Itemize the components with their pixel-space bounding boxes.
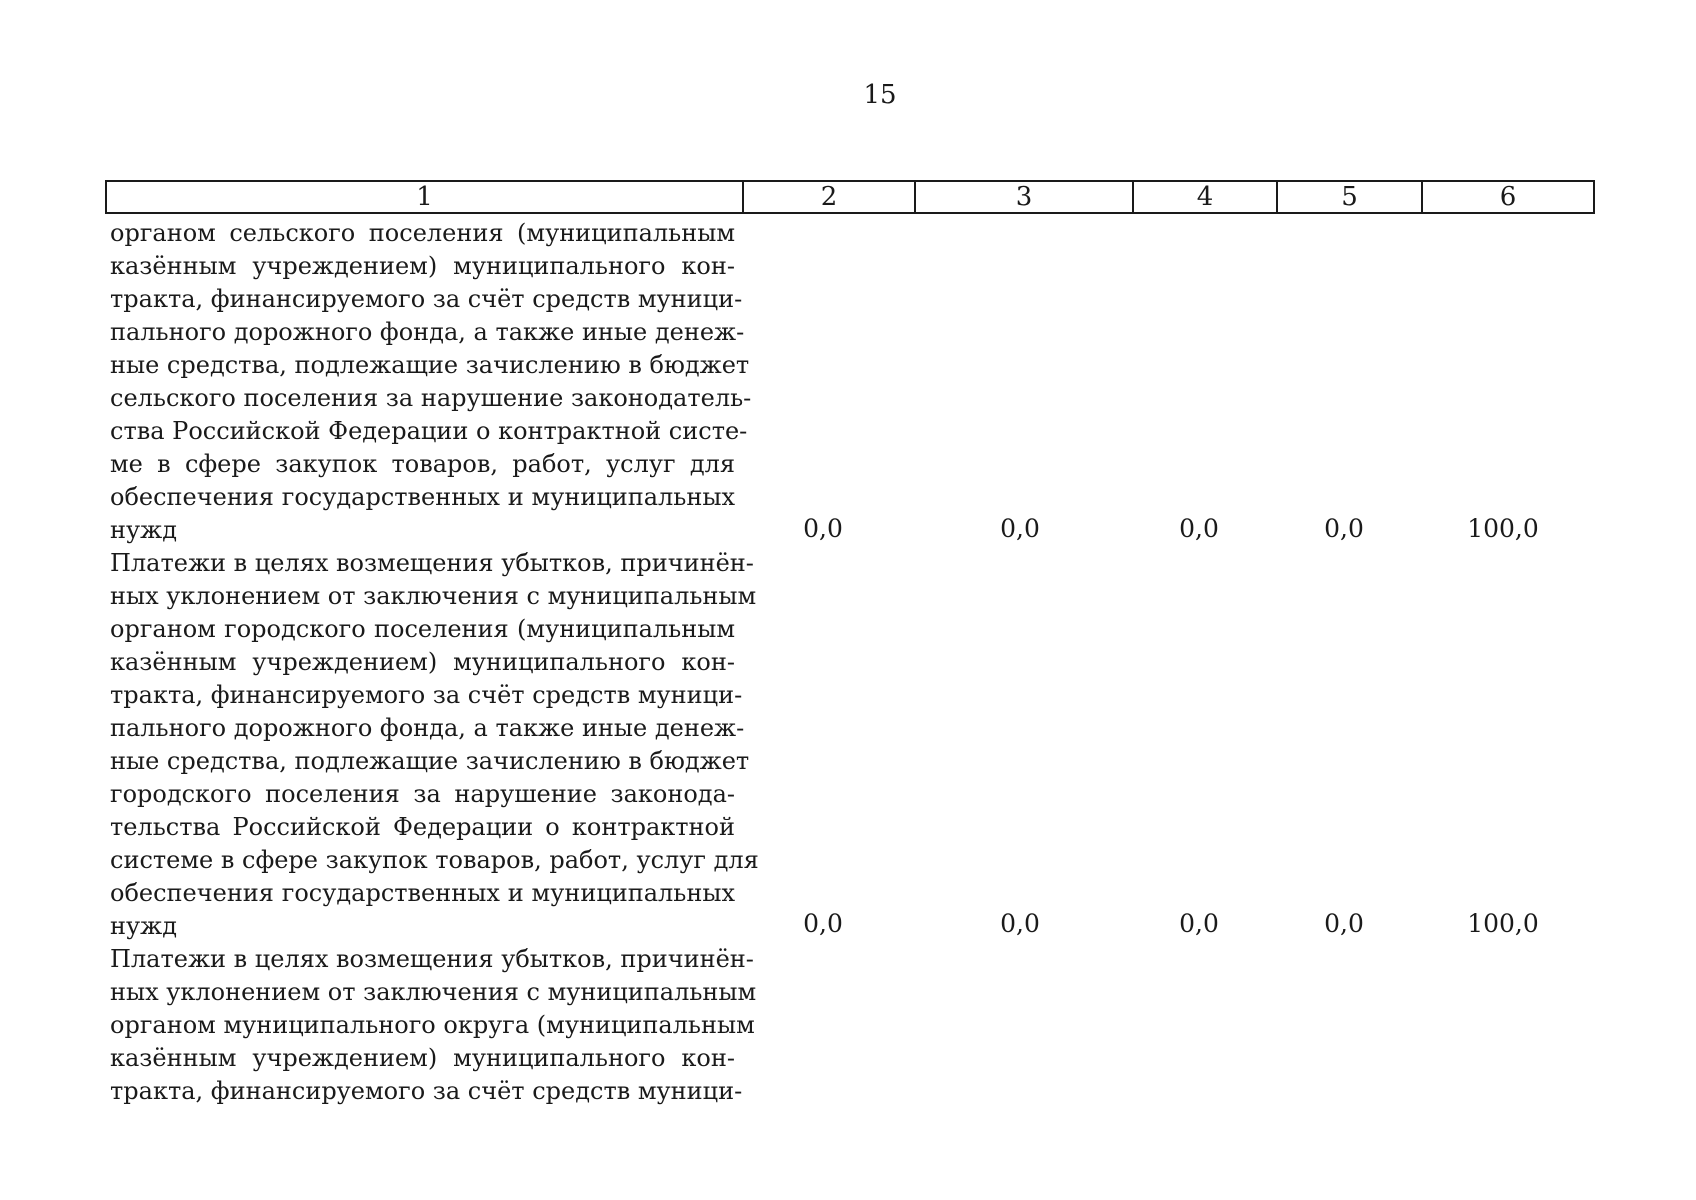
text-line: обеспечения государственных и муниципальных	[110, 483, 735, 511]
value-col-2: 0,0	[803, 909, 843, 938]
header-cell-2: 2	[744, 182, 916, 212]
header-cell-3: 3	[916, 182, 1134, 212]
text-line: тракта, финансируемого за счёт средств муници-	[110, 1077, 743, 1105]
value-col-3: 0,0	[1000, 909, 1040, 938]
text-line: тракта, финансируемого за счёт средств муници-	[110, 285, 743, 313]
text-line: нужд	[110, 912, 177, 940]
text-line: нужд	[110, 516, 177, 544]
page-number: 15	[863, 80, 897, 110]
header-cell-5: 5	[1278, 182, 1423, 212]
value-col-2: 0,0	[803, 514, 843, 543]
text-line: Платежи в целях возмещения убытков, причинён-	[110, 945, 754, 973]
header-cell-1: 1	[107, 182, 744, 212]
table-header-row	[105, 180, 1595, 214]
text-line: системе в сфере закупок товаров, работ, услуг для	[110, 846, 759, 874]
header-cell-6: 6	[1499, 182, 1517, 212]
text-line: пального дорожного фонда, а также иные денеж-	[110, 318, 745, 346]
header-cell-4: 4	[1134, 182, 1278, 212]
text-line: ных уклонением от заключения с муниципальным	[110, 978, 757, 1006]
value-col-6: 100,0	[1467, 514, 1539, 543]
row-1-values	[0, 514, 1696, 548]
row-2-values	[0, 909, 1696, 943]
value-col-5: 0,0	[1324, 514, 1364, 543]
text-line: казённым учреждением) муниципального кон-	[110, 648, 735, 676]
text-line: органом сельского поселения (муниципальным	[110, 219, 735, 247]
text-line: казённым учреждением) муниципального кон-	[110, 1044, 735, 1072]
text-line: ме в сфере закупок товаров, работ, услуг для	[110, 450, 735, 478]
text-line: ства Российской Федерации о контрактной систе-	[110, 417, 748, 445]
text-line: ные средства, подлежащие зачислению в бюджет	[110, 747, 750, 775]
text-line: городского поселения за нарушение законода-	[110, 780, 735, 808]
text-line: тельства Российской Федерации о контрактной	[110, 813, 735, 841]
value-col-3: 0,0	[1000, 514, 1040, 543]
text-line: ных уклонением от заключения с муниципальным	[110, 582, 757, 610]
text-line: органом муниципального округа (муниципальным	[110, 1011, 755, 1039]
row-1-description	[110, 217, 752, 547]
text-line: ные средства, подлежащие зачислению в бюджет	[110, 351, 750, 379]
text-line: Платежи в целях возмещения убытков, причинён-	[110, 549, 754, 577]
value-col-6: 100,0	[1467, 909, 1539, 938]
text-line: пального дорожного фонда, а также иные денеж-	[110, 714, 745, 742]
value-col-4: 0,0	[1179, 909, 1219, 938]
row-2-description	[110, 547, 759, 943]
row-3-description	[110, 943, 757, 1108]
text-line: обеспечения государственных и муниципальных	[110, 879, 735, 907]
value-col-4: 0,0	[1179, 514, 1219, 543]
text-line: тракта, финансируемого за счёт средств муници-	[110, 681, 743, 709]
text-line: казённым учреждением) муниципального кон-	[110, 252, 735, 280]
text-line: органом городского поселения (муниципальным	[110, 615, 735, 643]
value-col-5: 0,0	[1324, 909, 1364, 938]
text-line: сельского поселения за нарушение законодатель-	[110, 384, 752, 412]
